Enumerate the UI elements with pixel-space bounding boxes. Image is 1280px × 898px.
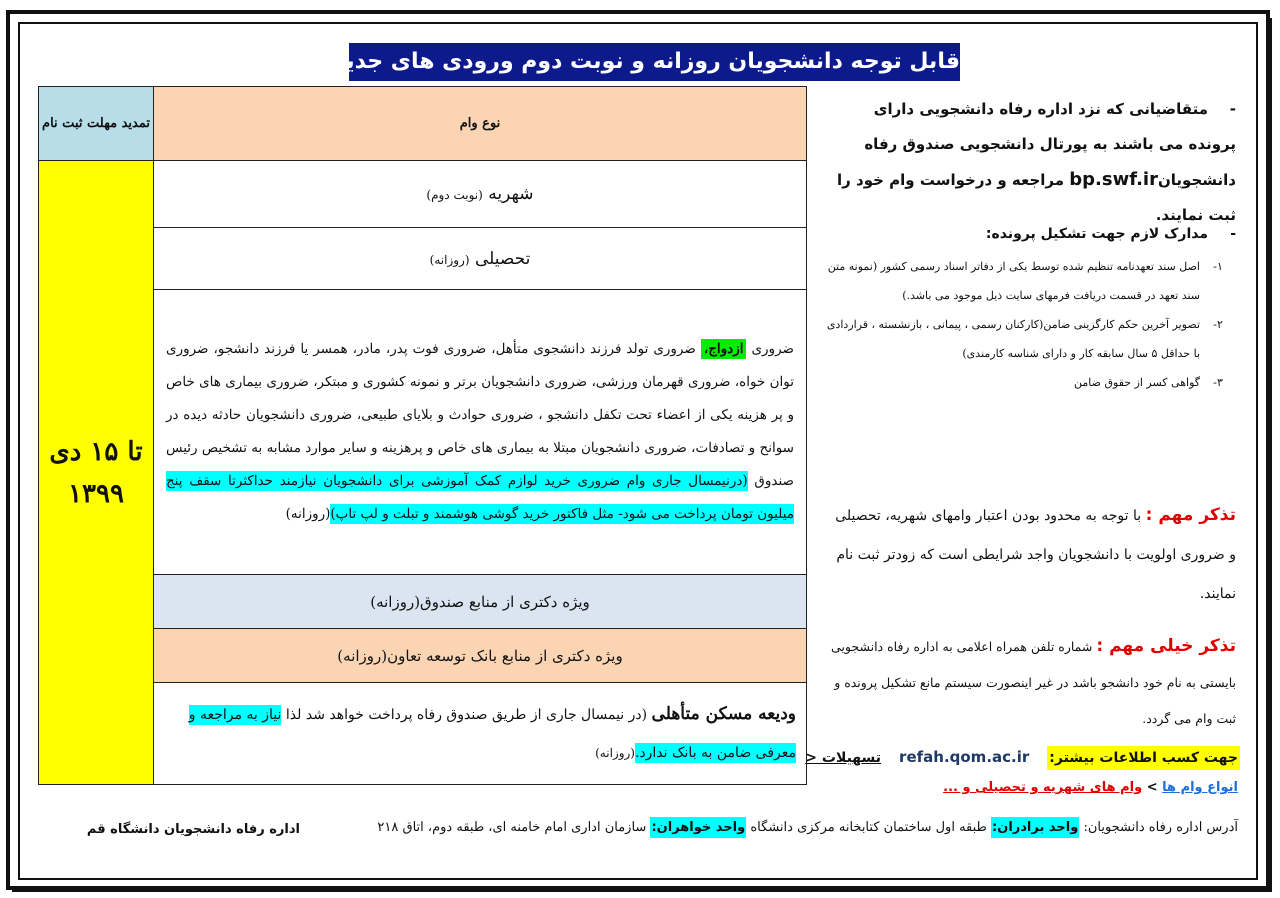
bullet-dash: - bbox=[1230, 226, 1236, 242]
document-number: ۱- bbox=[1213, 260, 1223, 273]
emergency-highlight: (درنیمسال جاری وام ضروری خرید لوازم کمک آموزشی برای دانشجویان نیازمند حداکثرتا سقف پنج میلیون تومان پرداخت می شود- مثل فاکتور خرید گوشی هوشمند و تبلت و لپ تاپ) bbox=[166, 473, 794, 522]
more-info-row bbox=[805, 748, 1240, 766]
important-note bbox=[826, 496, 1236, 614]
portal-instructions bbox=[826, 92, 1236, 233]
office-address bbox=[370, 820, 1238, 835]
loan-type-header: نوع وام bbox=[154, 87, 807, 161]
loan-row-educational bbox=[154, 228, 807, 290]
brothers-unit-address: طبقه اول ساختمان کتابخانه مرکزی دانشگاه bbox=[746, 820, 992, 835]
more-info-label: جهت کسب اطلاعات بیشتر: bbox=[1047, 746, 1240, 770]
document-text: تصویر آخرین حکم کارگزینی ضامن(کارکنان رسمی ، پیمانی ، بازنشسته ، قراردادی با حداقل ۵ سال سابقه کار و دارای شناسه کارمندی) bbox=[826, 318, 1200, 360]
deadline-day: تا ۱۵ دی bbox=[49, 436, 143, 467]
important-note-text: با توجه به محدود بودن اعتبار وامهای شهریه، تحصیلی و ضروری اولویت با دانشجویان واجد شرایطی است که زودتر ثبت نام نمایند. bbox=[835, 508, 1236, 602]
emergency-prefix: ضروری bbox=[751, 341, 794, 357]
document-item bbox=[826, 368, 1236, 397]
loan-types-breadcrumb bbox=[910, 780, 1238, 795]
housing-title: ودیعه مسکن متأهلی bbox=[651, 704, 796, 724]
announcement-banner: قابل توجه دانشجویان روزانه و نوبت دوم ورودی های جدید و قدیم bbox=[349, 43, 960, 81]
housing-tail: (روزانه) bbox=[595, 746, 635, 760]
portal-url[interactable]: bp.swf.ir bbox=[1069, 169, 1158, 190]
document-number: ۳- bbox=[1213, 376, 1223, 389]
very-important-note bbox=[826, 628, 1236, 737]
intro-text: متقاضیانی که نزد اداره رفاه دانشجویی دارای پرونده می باشند به پورتال دانشجویی صندوق رفاه دانشجویان bbox=[864, 100, 1236, 189]
deadline-year: ۱۳۹۹ bbox=[68, 478, 124, 509]
refah-website-link[interactable]: refah.qom.ac.ir bbox=[899, 748, 1030, 766]
documents-title bbox=[826, 226, 1236, 242]
address-prefix: آدرس اداره رفاه دانشجویان: bbox=[1079, 820, 1238, 835]
very-important-note-text: شماره تلفن همراه اعلامی به اداره رفاه دانشجویی بایستی به نام خود دانشجو باشد در غیر اینصورت سیستم مانع تشکیل پرونده و ثبت وام می گردد. bbox=[831, 639, 1236, 726]
documents-list bbox=[826, 252, 1236, 397]
housing-highlight: نیاز به مراجعه و معرفی ضامن به بانک ندارد. bbox=[188, 707, 796, 761]
marriage-highlight: ازدواج، bbox=[701, 339, 747, 359]
loan-name: تحصیلی bbox=[474, 248, 531, 269]
very-important-note-label: تذکر خیلی مهم : bbox=[1096, 636, 1236, 656]
loan-name: شهریه bbox=[488, 184, 534, 204]
loan-sub: (روزانه) bbox=[429, 252, 470, 267]
brothers-unit-label: واحد برادران: bbox=[991, 817, 1079, 838]
document-text: گواهی کسر از حقوق ضامن bbox=[1074, 376, 1200, 389]
intro-text-end: مراجعه و درخواست وام خود را ثبت نمایند. bbox=[837, 171, 1236, 224]
tuition-loans-link[interactable]: وام های شهریه و تحصیلی و ... bbox=[943, 780, 1143, 795]
loan-sub: (نوبت دوم) bbox=[426, 188, 483, 202]
document-item bbox=[826, 310, 1236, 368]
document-item bbox=[826, 252, 1236, 310]
extension-header: تمدید مهلت ثبت نام bbox=[39, 87, 154, 161]
important-note-label: تذکر مهم : bbox=[1145, 505, 1236, 525]
sisters-unit-address: سازمان اداری امام خامنه ای، طبقه دوم، اتاق ۲۱۸ bbox=[377, 820, 651, 835]
loan-row-phd-fund: ویژه دکتری از منابع صندوق(روزانه) bbox=[154, 575, 807, 629]
loan-table bbox=[38, 86, 807, 785]
documents-title-text: مدارک لازم جهت تشکیل پرونده: bbox=[985, 226, 1208, 242]
document-number: ۲- bbox=[1213, 318, 1223, 331]
loan-row-emergency bbox=[154, 290, 807, 575]
office-signature: اداره رفاه دانشجویان دانشگاه قم bbox=[86, 822, 300, 837]
emergency-body: ضروری تولد فرزند دانشجوی متأهل، ضروری فوت پدر، مادر، همسر یا فرزند دانشجو، ضروری توان خواه، ضروری قهرمان ورزشی، ضروری دانشجویان برتر و نمونه کشوری و مبتکر، ضروری بیماری های خاص و پر هزینه یکی از اعضاء تحت تکفل دانشجو ، ضروری حوادث و بلایای طبیعی، ضروری دانشجویان حادثه دیده در سوانح و تصادفات، ضروری دانشجویان مبتلا به بیماری های خاص و پرهزینه و سایر موارد مشابه به تشخیص رئیس صندوق bbox=[166, 341, 794, 489]
loan-row-phd-bank: ویژه دکتری از منابع بانک توسعه تعاون(روزانه) bbox=[154, 629, 807, 683]
emergency-tail: (روزانه) bbox=[285, 506, 331, 522]
bullet-dash: - bbox=[1229, 100, 1236, 118]
facilities-link[interactable]: تسهیلات < bbox=[805, 750, 882, 766]
loan-types-link[interactable]: انواع وام ها bbox=[1162, 780, 1238, 795]
sisters-unit-label: واحد خواهران: bbox=[650, 817, 746, 838]
housing-body: (در نیمسال جاری از طریق صندوق رفاه پرداخت خواهد شد لذا bbox=[281, 707, 652, 723]
breadcrumb-separator: > bbox=[1142, 780, 1163, 795]
loan-row-housing bbox=[154, 683, 807, 785]
loan-row-tuition bbox=[154, 161, 807, 228]
document-text: اصل سند تعهدنامه تنظیم شده توسط یکی از دفاتر اسناد رسمی کشور (نمونه متن سند تعهد در قسمت دریافت فرمهای سایت ذیل موجود می باشد.) bbox=[827, 260, 1200, 302]
deadline-cell bbox=[39, 161, 154, 785]
